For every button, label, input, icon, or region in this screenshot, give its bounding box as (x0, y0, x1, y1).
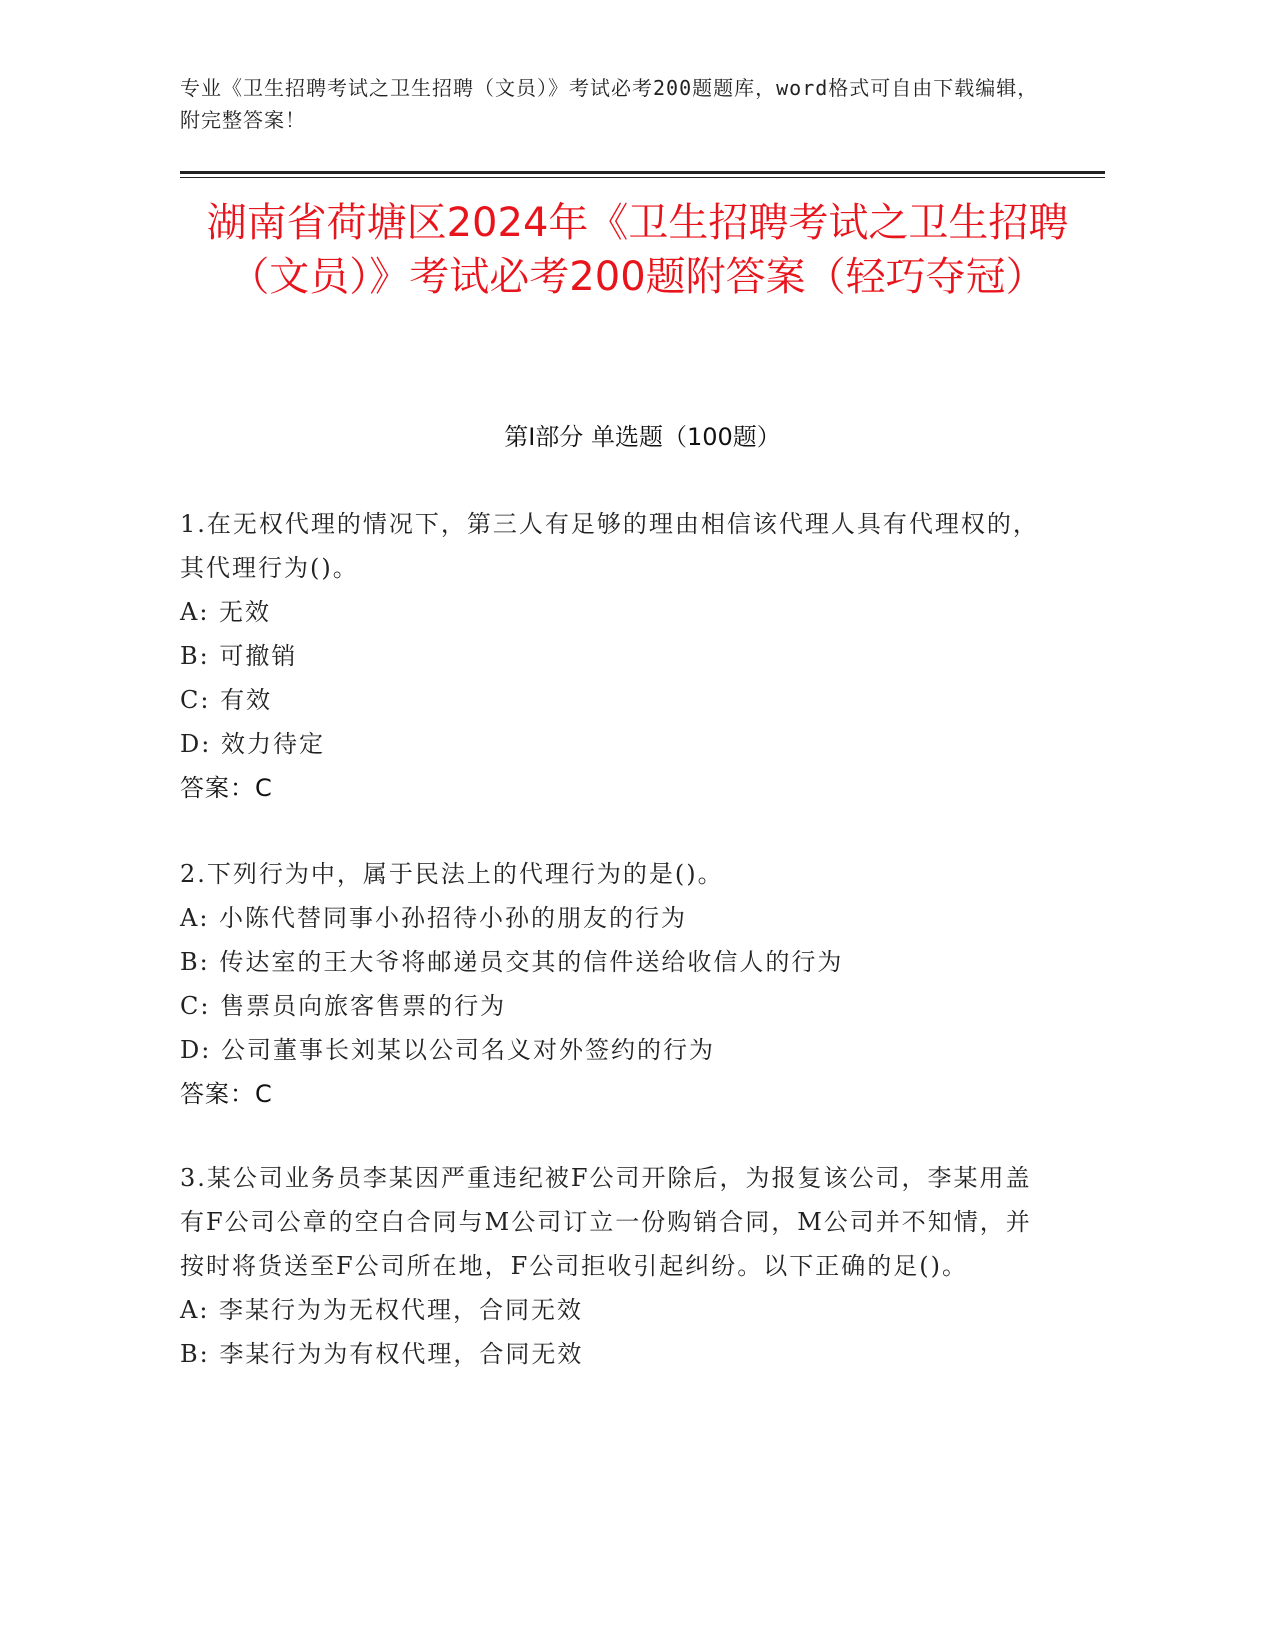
header-note: 专业《卫生招聘考试之卫生招聘（文员）》考试必考200题题库，word格式可自由下载编辑，附完整答案！ (180, 76, 1039, 132)
option-d: D: 公司董事长刘某以公司名义对外签约的行为 (180, 1036, 715, 1064)
header-rule-thin (180, 177, 1105, 178)
answer: 答案：C (180, 1080, 273, 1108)
option-a: A: 小陈代替同事小孙招待小孙的朋友的行为 (180, 904, 688, 932)
option-c: C: 有效 (180, 686, 273, 714)
option-b: B: 传达室的王大爷将邮递员交其的信件送给收信人的行为 (180, 948, 844, 976)
document-title: 湖南省荷塘区2024年《卫生招聘考试之卫生招聘（文员）》考试必考200题附答案（轻巧夺冠） (206, 200, 1069, 300)
header-rule-thick (180, 171, 1105, 174)
question-stem: 1.在无权代理的情况下，第三人有足够的理由相信该代理人具有代理权的，其代理行为()。 (180, 510, 1039, 582)
option-d: D: 效力待定 (180, 730, 325, 758)
question-3 (180, 1156, 1040, 1376)
option-b: B: 李某行为为有权代理，合同无效 (180, 1340, 584, 1368)
question-1 (180, 502, 1040, 810)
question-stem: 3.某公司业务员李某因严重违纪被F公司开除后，为报复该公司，李某用盖有F公司公章的空白合同与M公司订立一份购销合同，M公司并不知情，并按时将货送至F公司所在地，F公司拒收引起纠纷。以下正确的足()。 (180, 1164, 1032, 1280)
option-c: C: 售票员向旅客售票的行为 (180, 992, 507, 1020)
answer: 答案：C (180, 774, 273, 802)
option-a: A: 无效 (180, 598, 272, 626)
question-2 (180, 852, 1040, 1116)
section-title: 第Ⅰ部分 单选题（100题） (504, 423, 781, 451)
option-a: A: 李某行为为无权代理，合同无效 (180, 1296, 584, 1324)
question-stem: 2.下列行为中，属于民法上的代理行为的是()。 (180, 860, 724, 888)
option-b: B: 可撤销 (180, 642, 298, 670)
